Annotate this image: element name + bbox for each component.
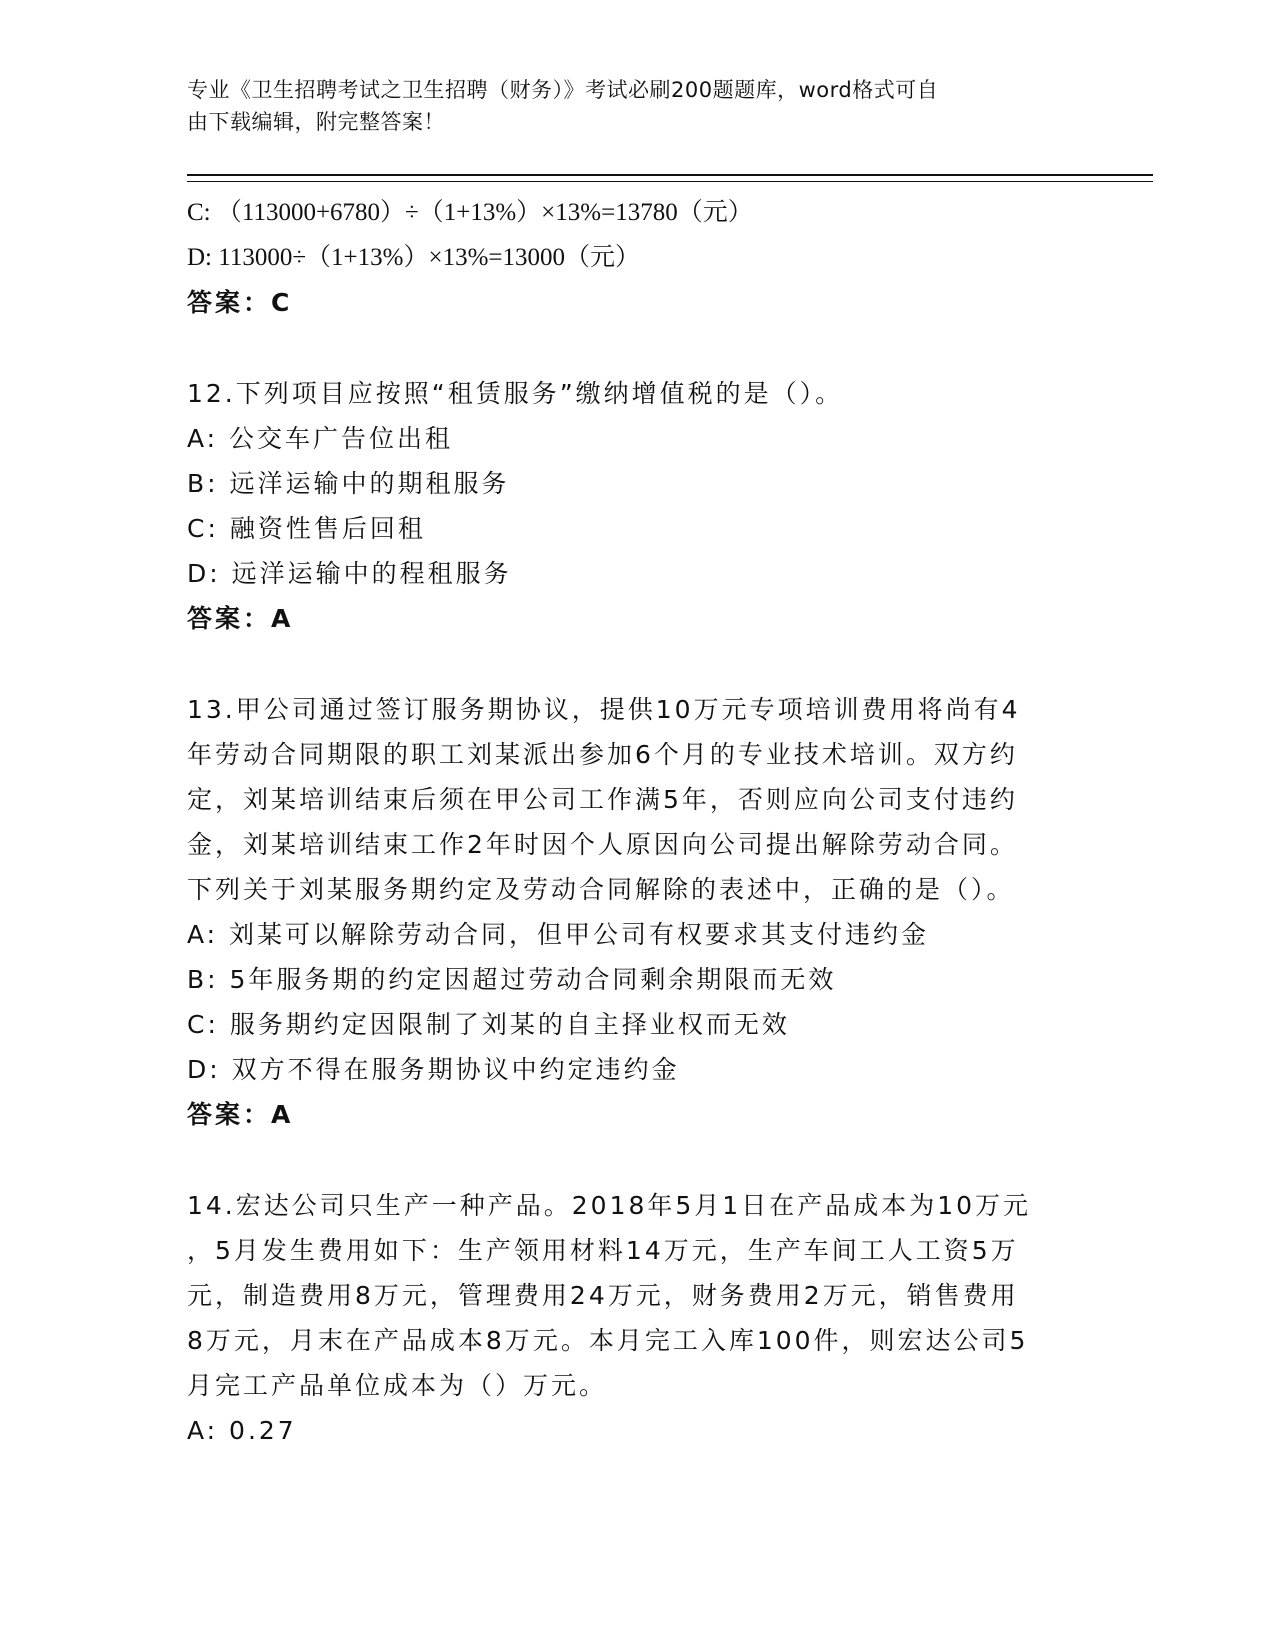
- option-d: D: 双方不得在服务期协议中约定违约金: [187, 1055, 680, 1084]
- question-stem-line: 元，制造费用8万元，管理费用24万元，财务费用2万元，销售费用: [187, 1281, 1019, 1310]
- option-b: B: 5年服务期的约定因超过劳动合同剩余期限而无效: [187, 965, 837, 994]
- header-divider-thick: [187, 174, 1153, 176]
- header-line-1: 专业《卫生招聘考试之卫生招聘（财务）》考试必刷200题题库，word格式可自: [187, 78, 939, 102]
- question-stem-line: 下列关于刘某服务期约定及劳动合同解除的表述中，正确的是（）。: [187, 875, 1015, 904]
- spacer: [187, 325, 1087, 371]
- question-stem-line: 13.甲公司通过签订服务期协议，提供10万元专项培训费用将尚有4: [187, 695, 1021, 724]
- option-a: A: 刘某可以解除劳动合同，但甲公司有权要求其支付违约金: [187, 920, 930, 949]
- header-line-2: 由下载编辑，附完整答案！: [187, 110, 445, 134]
- answer-label: 答案：C: [187, 288, 293, 317]
- question-stem-line: 月完工产品单位成本为（）万元。: [187, 1371, 608, 1400]
- question-content: [187, 190, 1087, 1453]
- question-12: [187, 371, 1087, 641]
- option-d: D: 113000÷（1+13%）×13%=13000（元）: [187, 244, 640, 271]
- question-stem-line: 14.宏达公司只生产一种产品。2018年5月1日在产品成本为10万元: [187, 1191, 1032, 1220]
- question-stem-line: 8万元，月末在产品成本8万元。本月完工入库100件，则宏达公司5: [187, 1326, 1029, 1355]
- answer-label: 答案：A: [187, 604, 294, 633]
- option-b: B: 远洋运输中的期租服务: [187, 469, 510, 498]
- question-stem-line: 定，刘某培训结束后须在甲公司工作满5年，否则应向公司支付违约: [187, 785, 1018, 814]
- option-c: C: （113000+6780）÷（1+13%）×13%=13780（元）: [187, 199, 753, 226]
- question-stem-line: 金，刘某培训结束工作2年时因个人原因向公司提出解除劳动合同。: [187, 830, 1018, 859]
- question-stem: 12.下列项目应按照“租赁服务”缴纳增值税的是（）。: [187, 379, 844, 408]
- previous-question-tail: [187, 190, 1087, 325]
- option-d: D: 远洋运输中的程租服务: [187, 559, 512, 588]
- question-stem-line: 年劳动合同期限的职工刘某派出参加6个月的专业技术培训。双方约: [187, 740, 1018, 769]
- question-13: [187, 687, 1087, 1137]
- spacer: [187, 1137, 1087, 1183]
- option-a: A: 0.27: [187, 1416, 297, 1445]
- header-divider-thin: [187, 181, 1153, 182]
- option-c: C: 服务期约定因限制了刘某的自主择业权而无效: [187, 1010, 790, 1039]
- option-c: C: 融资性售后回租: [187, 514, 426, 543]
- question-14: [187, 1183, 1087, 1453]
- document-header: [187, 74, 1067, 138]
- question-stem-line: ，5月发生费用如下：生产领用材料14万元，生产车间工人工资5万: [187, 1236, 1019, 1265]
- answer-label: 答案：A: [187, 1100, 294, 1129]
- option-a: A: 公交车广告位出租: [187, 424, 454, 453]
- spacer: [187, 641, 1087, 687]
